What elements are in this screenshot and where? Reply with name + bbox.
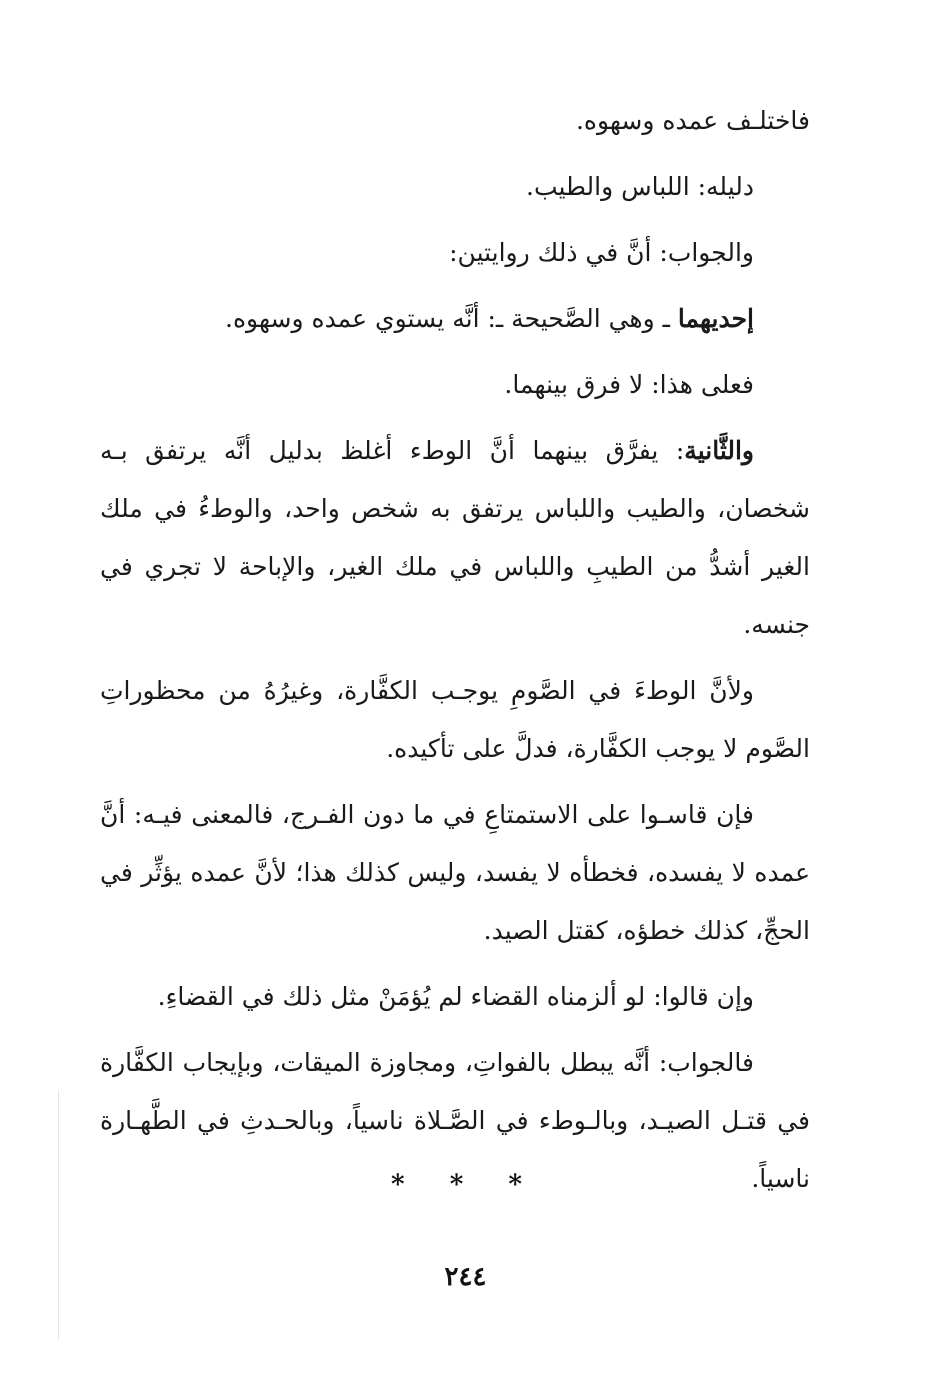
paragraph-1 (100, 92, 810, 150)
paragraph-10-text: فالجواب: أنَّه يبطل بالفواتِ، ومجاوزة الميقات، وبإيجاب الكفَّارة في قتـل الصيـد، وبالـوطء في الصَّـلاة ناسياً، وبالحـدثِ في الطَّهـارة ناسياً. (100, 1048, 810, 1193)
paragraph-7 (100, 662, 810, 778)
page-number: ٢٤٤ (444, 1262, 487, 1292)
paragraph-2 (100, 158, 810, 216)
paragraph-4 (100, 290, 810, 348)
paragraph-6-text: : يفرَّق بينهما أنَّ الوطء أغلظ بدليل أنَّه يرتفق بـه شخصان، والطيب واللباس يرتفق به شخص واحد، والوطءُ في ملك الغير أشدُّ من الطيبِ واللباس في ملك الغير، والإباحة لا تجري في جنسه. (100, 436, 810, 639)
paragraph-9-text: وإن قالوا: لو ألزمناه القضاء لم يُؤمَنْ مثل ذلك في القضاءِ. (157, 982, 754, 1011)
paragraph-5-text: فعلى هذا: لا فرق بينهما. (504, 370, 754, 399)
section-separator: * * * (391, 1170, 540, 1200)
paragraph-3 (100, 224, 810, 282)
paragraph-7-text: ولأنَّ الوطءَ في الصَّومِ يوجـب الكفَّارة، وغيرُهُ من محظوراتِ الصَّوم لا يوجب الكفَّارة، فدلَّ على تأكيده. (100, 676, 810, 763)
body-text (100, 92, 810, 1216)
paragraph-4-text: ـ وهي الصَّحيحة ـ: أنَّه يستوي عمده وسهوه. (225, 304, 670, 333)
paragraph-6 (100, 422, 810, 654)
paragraph-5 (100, 356, 810, 414)
paragraph-9 (100, 968, 810, 1026)
paragraph-4-lead: إحديهما (677, 304, 754, 333)
page-edge-line (58, 1090, 59, 1340)
paragraph-8 (100, 786, 810, 960)
paragraph-8-text: فإن قاسـوا على الاستمتاعِ في ما دون الفـرج، فالمعنى فيـه: أنَّ عمده لا يفسده، فخطأه لا يفسد، وليس كذلك هذا؛ لأنَّ عمده يؤثِّر في الحجِّ، كذلك خطؤه، كقتل الصيد. (100, 800, 810, 945)
paragraph-1-text: فاختلـف عمده وسهوه. (575, 106, 810, 135)
paragraph-6-lead: والثَّانية (684, 436, 754, 465)
paragraph-3-text: والجواب: أنَّ في ذلك روايتين: (449, 238, 754, 267)
paragraph-2-text: دليله: اللباس والطيب. (526, 172, 754, 201)
